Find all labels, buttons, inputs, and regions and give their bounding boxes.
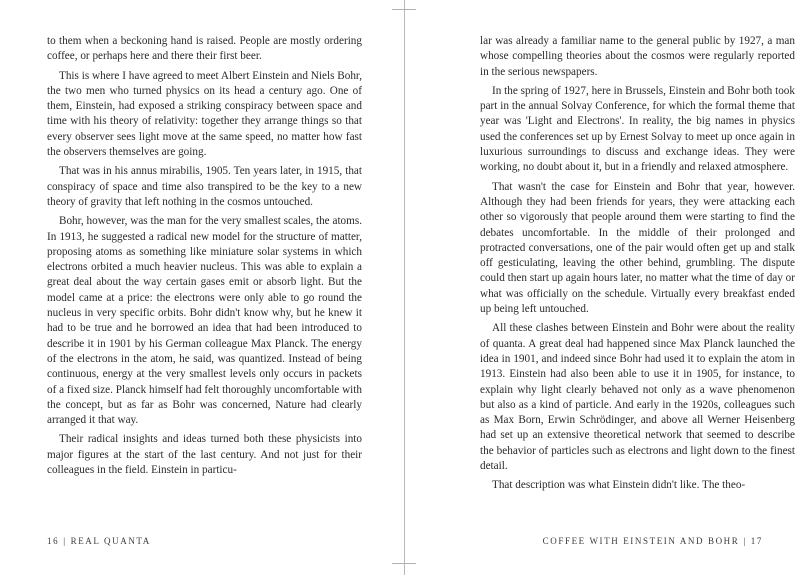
right-folio [543, 536, 763, 546]
right-page-number: 17 [750, 536, 763, 546]
left-running-head: REAL QUANTA [70, 536, 151, 546]
left-folio [47, 536, 151, 546]
right-paragraph-2: In the spring of 1927, here in Brussels, Einstein and Bohr both took part in the annual Solvay Conference, for which the formal theme that year was 'Light and Electrons'. In reality, the big names in physics used the conferences set up by Ernest Solvay to meet up once again in luxurious surroundings to discuss and exchange ideas. They were working, no doubt about it, but in a friendly and relaxed atmosphere. [480, 84, 795, 174]
left-page-number: 16 [47, 536, 60, 546]
right-paragraph-5: That description was what Einstein didn't like. The theo- [492, 479, 746, 492]
right-folio-separator: | [743, 536, 747, 546]
right-page-body [480, 34, 795, 494]
left-paragraph-2: This is where I have agreed to meet Albert Einstein and Niels Bohr, the two men who turned physics on its head a century ago. One of them, Einstein, had exposed a striking conspiracy between space and time with his theory of relativity: together they arrange things so that every observer sees light move at the same speed, no matter how fast the observers themselves are going. [47, 69, 362, 159]
right-running-head: COFFEE WITH EINSTEIN AND BOHR [542, 536, 740, 546]
right-paragraph-1: lar was already a familiar name to the general public by 1927, a man whose compelling theories about the cosmos were regularly reported in the serious newspapers. [480, 35, 795, 78]
right-paragraph-4: All these clashes between Einstein and Bohr were about the reality of quanta. A great deal had happened since Max Planck launched the idea in 1901, and indeed since Bohr had used it to explain the atom in 1913. Einstein had also been able to use it in 1905, for instance, to explain why light clearly behaved not only as a wave phenomenon but also as a kind of particle. And early in the 1920s, colleagues such as Max Born, Erwin Schrödinger, and above all Werner Heisenberg had set up an extensive theoretical network that seemed to describe the behavior of particles such as electrons and light down to the finest detail. [480, 322, 795, 473]
gutter-tick-top [392, 9, 416, 10]
gutter-tick-bottom [392, 563, 416, 564]
right-page [480, 34, 795, 498]
right-paragraph-3: That wasn't the case for Einstein and Bohr that year, however. Although they had been friends for years, they were attacking each other so vigorously that people around them were starting to find the debates uncomfortable. In the middle of their prolonged and protracted conversations, one of the pair would often get up and stalk off gesticulating, leaving the other behind, grumbling. The dispute could then start up again hours later, no matter what the time of day or what was officially on the schedule. Virtually every breakfast ended up being left untouched. [480, 180, 795, 316]
left-page [47, 34, 362, 482]
left-paragraph-4: Bohr, however, was the man for the very smallest scales, the atoms. In 1913, he suggested a radical new model for the structure of matter, proposing atoms as something like miniature solar systems in which electrons orbited a much heavier nucleus. This was able to explain a great deal about the way certain gases emit or absorb light. But the model came at a price: the electrons were only able to go round the nucleus in very specific orbits. Bohr didn't know why, but he knew it had to be true and he borrowed an idea that had been introduced to describe it in 1901 by his German colleague Max Planck. The energy of the electrons in the atom, he said, was quantized. Instead of being continuous, energy at the very smallest levels only occurs in packets of a fixed size. Planck himself had felt thoroughly uncomfortable with the concept, but as far as Bohr was concerned, Nature had clearly arranged it that way. [47, 215, 362, 427]
left-page-body [47, 34, 362, 478]
left-paragraph-3: That was in his annus mirabilis, 1905. Ten years later, in 1915, that conspiracy of space and time also transpired to be the key to a new theory of gravity that left nothing in the cosmos untouched. [47, 165, 362, 208]
left-paragraph-1: to them when a beckoning hand is raised. People are mostly ordering coffee, or perhaps here and there their first beer. [47, 35, 362, 63]
gutter-line [404, 0, 405, 575]
left-paragraph-5: Their radical insights and ideas turned both these physicists into major figures at the start of the last century. And not just for their colleagues in the field. Einstein in particu- [47, 433, 362, 477]
left-folio-separator: | [63, 536, 67, 546]
